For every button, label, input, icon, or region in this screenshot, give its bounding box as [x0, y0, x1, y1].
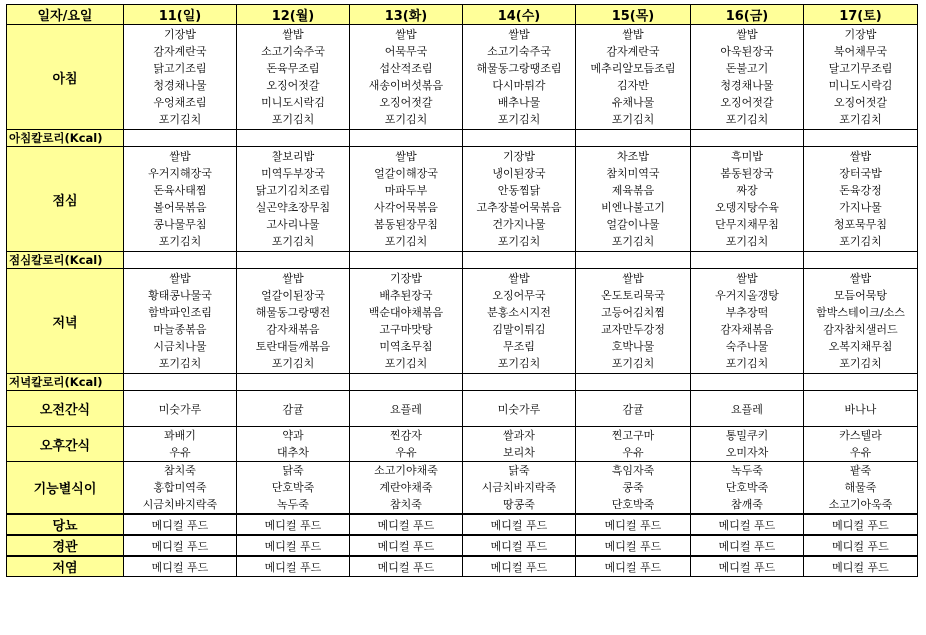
menu-item: 쌀밥 [736, 272, 758, 285]
breakfast-menu-cell [463, 25, 576, 130]
menu-item: 포기김치 [611, 357, 655, 370]
menu-item: 미역두부장국 [261, 167, 325, 180]
calorie-cell [350, 252, 463, 269]
medical-food-cell: 메디컬 푸드 [691, 514, 804, 535]
lunch-calorie-label: 점심칼로리(Kcal) [7, 252, 124, 269]
calorie-cell [124, 374, 237, 391]
menu-item: 꽈배기 [164, 429, 196, 442]
menu-item: 감자계란국 [606, 45, 660, 58]
menu-item: 기장밥 [164, 28, 196, 41]
medical-food-cell: 메디컬 푸드 [463, 514, 576, 535]
calorie-cell [350, 374, 463, 391]
menu-item: 통밀쿠키 [725, 429, 769, 442]
dinner-row [7, 269, 918, 374]
snack-cell: 미숫가루 [463, 391, 576, 427]
lunch-menu-cell [350, 147, 463, 252]
menu-item: 닭고기김치조림 [255, 184, 331, 197]
snack-cell: 감귤 [576, 391, 691, 427]
menu-item: 해물죽 [844, 481, 877, 494]
breakfast-calorie-row [7, 130, 918, 147]
menu-item: 안동찜닭 [497, 184, 541, 197]
tube-feeding-label: 경관 [7, 535, 124, 556]
menu-item: 볼어묵볶음 [153, 201, 207, 214]
menu-item: 포기김치 [725, 113, 769, 126]
menu-item: 우거지올갱탕 [715, 289, 779, 302]
breakfast-label: 아침 [7, 25, 124, 130]
pm-snack-row [7, 427, 918, 462]
menu-item: 포기김치 [271, 113, 315, 126]
menu-item: 배추된장국 [379, 289, 433, 302]
medical-food-cell: 메디컬 푸드 [463, 556, 576, 577]
menu-item: 포기김치 [384, 235, 428, 248]
menu-item: 장터국밥 [839, 167, 882, 180]
breakfast-menu-cell [237, 25, 350, 130]
menu-item: 해물동그랑땡전 [255, 306, 331, 319]
menu-item: 닭죽 [508, 464, 530, 477]
menu-item: 오징어젓갈 [379, 96, 433, 109]
menu-item: 단호박죽 [271, 481, 315, 494]
porridge-cell [691, 462, 804, 515]
porridge-cell [576, 462, 691, 515]
menu-item: 포기김치 [497, 113, 541, 126]
diabetes-row [7, 514, 918, 535]
medical-food-cell: 메디컬 푸드 [350, 514, 463, 535]
menu-item: 배추나물 [497, 96, 541, 109]
menu-item: 함박스테이크/소스 [816, 306, 905, 319]
menu-item: 메추리알모듬조림 [590, 62, 676, 75]
menu-item: 팥죽 [849, 464, 872, 477]
calorie-cell [576, 252, 691, 269]
medical-food-cell: 메디컬 푸드 [124, 514, 237, 535]
menu-item: 감자계란국 [153, 45, 207, 58]
tube-feeding-row [7, 535, 918, 556]
menu-item: 감자참치샐러드 [823, 323, 898, 336]
menu-item: 소고기숙주국 [261, 45, 325, 58]
menu-item: 쌀밥 [849, 150, 872, 163]
menu-item: 쌀밥 [169, 150, 191, 163]
menu-item: 기장밥 [503, 150, 535, 163]
porridge-cell [804, 462, 918, 515]
menu-item: 청경채나물 [153, 79, 207, 92]
lunch-row [7, 147, 918, 252]
medical-food-cell: 메디컬 푸드 [124, 556, 237, 577]
menu-item: 새송이버섯볶음 [368, 79, 444, 92]
menu-item: 포기김치 [271, 235, 315, 248]
menu-item: 유채나물 [611, 96, 655, 109]
menu-item: 얼갈이된장국 [261, 289, 325, 302]
porridge-cell [350, 462, 463, 515]
snack-cell: 요플레 [691, 391, 804, 427]
menu-item: 땅콩죽 [503, 498, 535, 511]
menu-item: 백순대야채볶음 [368, 306, 444, 319]
menu-item: 쌀밥 [508, 28, 530, 41]
medical-food-cell: 메디컬 푸드 [576, 535, 691, 556]
menu-item: 고추장불어묵볶음 [476, 201, 562, 214]
dinner-menu-cell [350, 269, 463, 374]
menu-item: 단호박죽 [725, 481, 769, 494]
am-snack-label: 오전간식 [7, 391, 124, 427]
snack-cell [576, 427, 691, 462]
dinner-menu-cell [691, 269, 804, 374]
menu-item: 포기김치 [497, 235, 541, 248]
date-day-header: 일자/요일 [7, 5, 124, 25]
calorie-cell [124, 252, 237, 269]
menu-item: 김자반 [617, 79, 649, 92]
calorie-cell [350, 130, 463, 147]
lunch-menu-cell [237, 147, 350, 252]
menu-item: 부추장떡 [725, 306, 769, 319]
menu-item: 소고기숙주국 [487, 45, 551, 58]
menu-item: 모듬어묵탕 [833, 289, 888, 302]
day-header: 15(목) [576, 5, 691, 25]
porridge-cell [124, 462, 237, 515]
menu-item: 포기김치 [158, 113, 202, 126]
medical-food-cell: 메디컬 푸드 [237, 514, 350, 535]
medical-food-cell: 메디컬 푸드 [804, 556, 918, 577]
medical-food-cell: 메디컬 푸드 [350, 535, 463, 556]
menu-item: 참치죽 [164, 464, 196, 477]
porridge-cell [237, 462, 350, 515]
menu-item: 봄동된장무침 [374, 218, 438, 231]
day-header: 16(금) [691, 5, 804, 25]
header-row [7, 5, 918, 25]
menu-item: 돈육강정 [839, 184, 882, 197]
menu-item: 마늘종볶음 [153, 323, 207, 336]
menu-item: 쌀밥 [169, 272, 191, 285]
menu-item: 오징어젓갈 [833, 96, 888, 109]
medical-food-cell: 메디컬 푸드 [237, 535, 350, 556]
menu-item: 우거지해장국 [148, 167, 212, 180]
menu-item: 감자채볶음 [720, 323, 774, 336]
day-header: 11(일) [124, 5, 237, 25]
medical-food-cell: 메디컬 푸드 [691, 556, 804, 577]
snack-cell [237, 427, 350, 462]
menu-item: 카스텔라 [839, 429, 882, 442]
day-header: 13(화) [350, 5, 463, 25]
medical-food-cell: 메디컬 푸드 [804, 535, 918, 556]
menu-item: 우유 [395, 446, 417, 459]
menu-item: 포기김치 [271, 357, 315, 370]
lunch-menu-cell [124, 147, 237, 252]
menu-item: 시금치바지락죽 [142, 498, 218, 511]
menu-item: 가지나물 [839, 201, 882, 214]
snack-cell: 미숫가루 [124, 391, 237, 427]
snack-cell [463, 427, 576, 462]
menu-item: 포기김치 [158, 357, 202, 370]
menu-item: 단호박죽 [611, 498, 655, 511]
low-salt-label: 저염 [7, 556, 124, 577]
menu-item: 포기김치 [611, 235, 655, 248]
menu-item: 청경채나물 [720, 79, 774, 92]
menu-item: 제육볶음 [611, 184, 655, 197]
menu-item: 북어채무국 [833, 45, 888, 58]
menu-item: 사각어묵볶음 [374, 201, 438, 214]
menu-item: 얼갈이해장국 [374, 167, 438, 180]
menu-item: 호박나물 [611, 340, 655, 353]
dinner-menu-cell [463, 269, 576, 374]
calorie-cell [463, 252, 576, 269]
lunch-menu-cell [576, 147, 691, 252]
calorie-cell [124, 130, 237, 147]
menu-item: 고등어김치찜 [601, 306, 665, 319]
functional-diet-row [7, 462, 918, 515]
dinner-calorie-row [7, 374, 918, 391]
calorie-cell [691, 252, 804, 269]
day-header: 12(월) [237, 5, 350, 25]
am-snack-row [7, 391, 918, 427]
menu-item: 흑미밥 [731, 150, 763, 163]
calorie-cell [804, 252, 918, 269]
dinner-menu-cell [576, 269, 691, 374]
lunch-menu-cell [804, 147, 918, 252]
calorie-cell [576, 130, 691, 147]
menu-item: 쌀밥 [622, 272, 644, 285]
menu-item: 우유 [169, 446, 191, 459]
menu-item: 찐고구마 [611, 429, 655, 442]
menu-item: 쌀과자 [503, 429, 535, 442]
menu-item: 기장밥 [844, 28, 877, 41]
menu-item: 건가지나물 [492, 218, 546, 231]
menu-item: 시금치바지락죽 [481, 481, 557, 494]
day-header: 17(토) [804, 5, 918, 25]
medical-food-cell: 메디컬 푸드 [463, 535, 576, 556]
lunch-calorie-row [7, 252, 918, 269]
menu-item: 돈불고기 [725, 62, 769, 75]
menu-item: 청포묵무침 [833, 218, 888, 231]
menu-item: 쌀밥 [395, 150, 417, 163]
menu-item: 흑임자죽 [611, 464, 655, 477]
menu-item: 실곤약초장무침 [255, 201, 331, 214]
menu-item: 포기김치 [839, 357, 882, 370]
snack-cell [804, 427, 918, 462]
menu-item: 쌀밥 [282, 28, 304, 41]
dinner-menu-cell [124, 269, 237, 374]
menu-item: 숙주나물 [725, 340, 769, 353]
menu-item: 함박파인조림 [148, 306, 212, 319]
menu-item: 녹두죽 [731, 464, 763, 477]
breakfast-menu-cell [691, 25, 804, 130]
menu-item: 소고기야채죽 [374, 464, 438, 477]
menu-item: 오징어무국 [492, 289, 546, 302]
breakfast-row [7, 25, 918, 130]
menu-item: 오징어젓갈 [266, 79, 320, 92]
menu-item: 냉이된장국 [492, 167, 546, 180]
medical-food-cell: 메디컬 푸드 [350, 556, 463, 577]
dinner-menu-cell [804, 269, 918, 374]
menu-item: 쌀밥 [282, 272, 304, 285]
menu-item: 토란대들깨볶음 [255, 340, 331, 353]
menu-item: 포기김치 [384, 357, 428, 370]
menu-item: 차조밥 [617, 150, 649, 163]
menu-item: 포기김치 [611, 113, 655, 126]
calorie-cell [237, 252, 350, 269]
snack-cell: 바나나 [804, 391, 918, 427]
menu-item: 시금치나물 [153, 340, 207, 353]
menu-item: 닭고기조림 [153, 62, 207, 75]
menu-item: 대추차 [277, 446, 309, 459]
menu-item: 포기김치 [839, 113, 882, 126]
menu-item: 포기김치 [725, 235, 769, 248]
calorie-cell [237, 130, 350, 147]
dinner-calorie-label: 저녁칼로리(Kcal) [7, 374, 124, 391]
menu-item: 계란야채죽 [379, 481, 433, 494]
menu-item: 오징어젓갈 [720, 96, 774, 109]
menu-item: 황태콩나물국 [148, 289, 212, 302]
menu-item: 분홍소시지전 [487, 306, 551, 319]
menu-item: 마파두부 [384, 184, 428, 197]
menu-item: 기장밥 [390, 272, 422, 285]
menu-item: 오미자차 [725, 446, 769, 459]
menu-item: 콩죽 [622, 481, 644, 494]
snack-cell: 감귤 [237, 391, 350, 427]
menu-item: 참깨죽 [731, 498, 763, 511]
calorie-cell [576, 374, 691, 391]
breakfast-menu-cell [576, 25, 691, 130]
menu-item: 보리차 [503, 446, 535, 459]
low-salt-row [7, 556, 918, 577]
menu-item: 어묵무국 [384, 45, 428, 58]
calorie-cell [237, 374, 350, 391]
snack-cell [124, 427, 237, 462]
lunch-menu-cell [463, 147, 576, 252]
menu-item: 쌀밥 [736, 28, 758, 41]
menu-item: 포기김치 [158, 235, 202, 248]
menu-item: 약과 [282, 429, 304, 442]
menu-item: 얼갈이나물 [606, 218, 660, 231]
medical-food-cell: 메디컬 푸드 [237, 556, 350, 577]
dinner-label: 저녁 [7, 269, 124, 374]
functional-diet-label: 기능별식이 [7, 462, 124, 515]
menu-item: 닭죽 [282, 464, 304, 477]
menu-item: 섭산적조림 [379, 62, 433, 75]
medical-food-cell: 메디컬 푸드 [576, 514, 691, 535]
snack-cell: 요플레 [350, 391, 463, 427]
menu-item: 아욱된장국 [720, 45, 774, 58]
calorie-cell [691, 130, 804, 147]
menu-item: 다시마튀각 [492, 79, 546, 92]
menu-item: 콩나물무침 [153, 218, 207, 231]
menu-item: 참치미역국 [606, 167, 660, 180]
calorie-cell [463, 374, 576, 391]
menu-item: 오뎅지탕수육 [715, 201, 779, 214]
snack-cell [350, 427, 463, 462]
menu-item: 단무지채무침 [715, 218, 779, 231]
menu-item: 미니도시락김 [828, 79, 893, 92]
menu-item: 우유 [849, 446, 872, 459]
menu-item: 포기김치 [384, 113, 428, 126]
menu-item: 찐감자 [390, 429, 422, 442]
menu-item: 쌀밥 [395, 28, 417, 41]
lunch-menu-cell [691, 147, 804, 252]
snack-cell [691, 427, 804, 462]
lunch-label: 점심 [7, 147, 124, 252]
menu-item: 오복지채무침 [828, 340, 893, 353]
dinner-menu-cell [237, 269, 350, 374]
menu-item: 소고기아욱죽 [828, 498, 893, 511]
menu-item: 포기김치 [497, 357, 541, 370]
menu-item: 미니도시락김 [261, 96, 325, 109]
breakfast-calorie-label: 아침칼로리(Kcal) [7, 130, 124, 147]
menu-item: 달고기무조림 [828, 62, 893, 75]
menu-item: 비엔나불고기 [601, 201, 665, 214]
menu-item: 포기김치 [839, 235, 882, 248]
menu-item: 온도토리묵국 [601, 289, 665, 302]
diabetes-label: 당뇨 [7, 514, 124, 535]
breakfast-menu-cell [804, 25, 918, 130]
menu-item: 돈육사태찜 [153, 184, 207, 197]
calorie-cell [691, 374, 804, 391]
medical-food-cell: 메디컬 푸드 [804, 514, 918, 535]
breakfast-menu-cell [350, 25, 463, 130]
menu-item: 짜장 [736, 184, 758, 197]
medical-food-cell: 메디컬 푸드 [576, 556, 691, 577]
menu-item: 쌀밥 [622, 28, 644, 41]
menu-item: 쌀밥 [849, 272, 872, 285]
medical-food-cell: 메디컬 푸드 [691, 535, 804, 556]
menu-item: 참치죽 [390, 498, 422, 511]
menu-item: 돈육무조림 [266, 62, 320, 75]
calorie-cell [463, 130, 576, 147]
calorie-cell [804, 374, 918, 391]
calorie-cell [804, 130, 918, 147]
menu-item: 김말이튀김 [492, 323, 546, 336]
menu-item: 홍합미역죽 [153, 481, 207, 494]
menu-item: 무조림 [503, 340, 535, 353]
porridge-cell [463, 462, 576, 515]
medical-food-cell: 메디컬 푸드 [124, 535, 237, 556]
breakfast-menu-cell [124, 25, 237, 130]
menu-item: 고구마맛탕 [379, 323, 433, 336]
menu-item: 우유 [622, 446, 644, 459]
menu-item: 우엉채조림 [153, 96, 207, 109]
menu-item: 교자만두강정 [601, 323, 665, 336]
pm-snack-label: 오후간식 [7, 427, 124, 462]
menu-item: 미역초무침 [379, 340, 433, 353]
menu-item: 고사리나물 [266, 218, 320, 231]
menu-item: 감자채볶음 [266, 323, 320, 336]
menu-item: 봄동된장국 [720, 167, 774, 180]
meal-menu-table [6, 4, 918, 577]
menu-item: 녹두죽 [277, 498, 309, 511]
menu-item: 찰보리밥 [271, 150, 315, 163]
menu-item: 쌀밥 [508, 272, 530, 285]
menu-item: 해물동그랑땡조림 [476, 62, 562, 75]
menu-item: 포기김치 [725, 357, 769, 370]
day-header: 14(수) [463, 5, 576, 25]
